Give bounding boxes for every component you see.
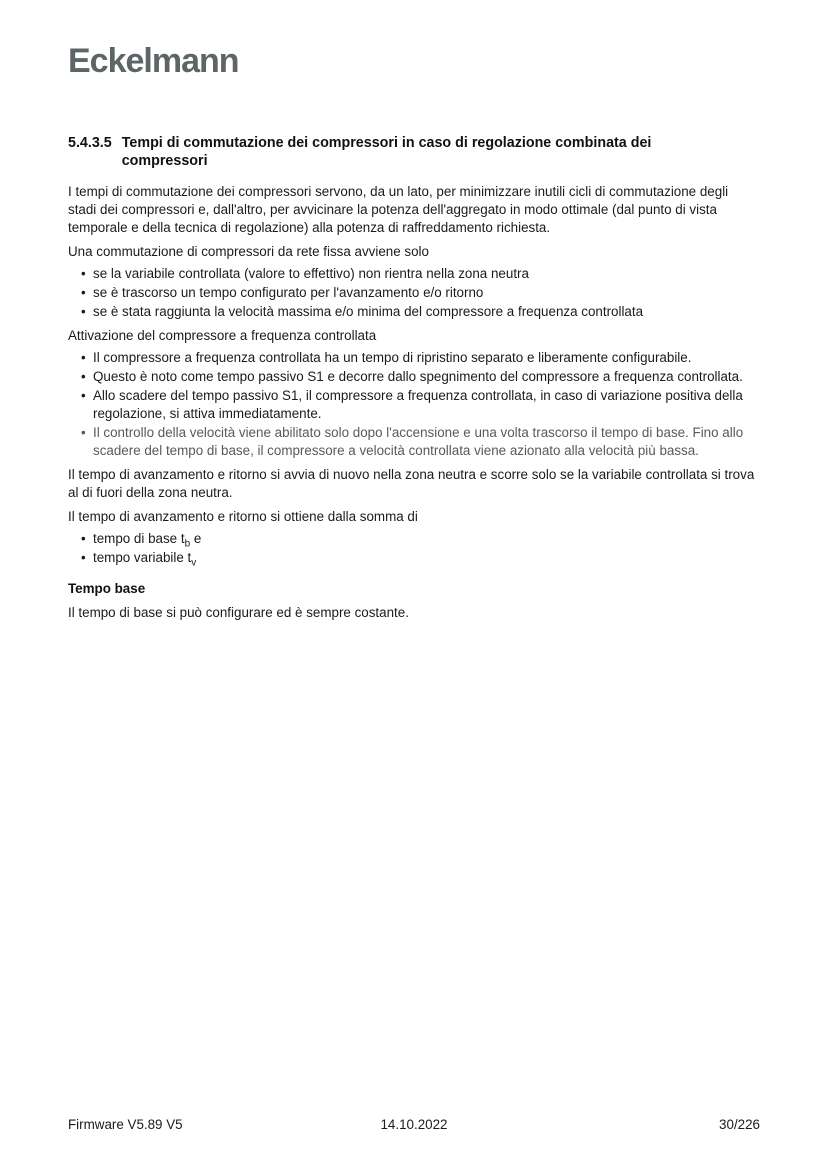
sum-component-subscript: v [191,557,197,569]
footer-firmware-version: Firmware V5.89 V5 [68,1117,183,1132]
sum-component-suffix: e [190,531,202,546]
footer-date: 14.10.2022 [380,1117,448,1132]
list-item: • Allo scadere del tempo passivo S1, il compressore a frequenza controllata, in caso di variazione positiva della regolazione, si attiva immediatamente. [68,387,760,423]
paragraph-activation-intro: Attivazione del compressore a frequenza controllata [68,328,377,343]
sum-component-text: tempo di base t [93,531,185,546]
page-footer [68,1117,760,1132]
activation-points-list [68,349,760,460]
page-header [68,44,760,78]
list-item: • Questo è noto come tempo passivo S1 e decorre dallo spegnimento del compressore a frequenza controllata. [68,368,760,386]
paragraph-forward-return-restart: Il tempo di avanzamento e ritorno si avvia di nuovo nella zona neutra e scorre solo se la variabile controllata si trova al di fuori della zona neutra. [68,467,755,500]
base-time-heading: Tempo base [68,581,146,596]
page-content [68,135,760,622]
paragraph-switching-intro: Una commutazione di compressori da rete fissa avviene solo [68,244,429,259]
list-item: • Il controllo della velocità viene abilitato solo dopo l'accensione e una volta trascorso il tempo di base. Fino allo scadere del tempo di base, il compressore a velocità controllata viene azionato alla velocità più bassa. [68,424,760,460]
section-heading [68,135,760,170]
footer-page-number: 30/226 [719,1117,761,1132]
paragraph-intro: I tempi di commutazione dei compressori servono, da un lato, per minimizzare inutili cicli di commutazione degli stadi dei compressori e, dall'altro, per avvicinare la potenza dell'aggregato in modo ottimale (dal punto di vista temporale e della tecnica di regolazione) alla potenza di raffreddamento richiesta. [68,184,729,235]
list-item: • se la variabile controllata (valore to effettivo) non rientra nella zona neutra [68,265,760,283]
sum-components-list [68,530,760,567]
list-item: • Il compressore a frequenza controllata ha un tempo di ripristino separato e liberamente configurabile. [68,349,760,367]
switching-conditions-list [68,265,760,321]
sum-component-subscript: b [184,538,191,550]
paragraph-base-time: Il tempo di base si può configurare ed è sempre costante. [68,605,409,620]
section-number: 5.4.3.5 [68,135,112,151]
sum-component-text: tempo variabile t [93,550,192,565]
list-item: • se è stata raggiunta la velocità massima e/o minima del compressore a frequenza controllata [68,303,760,321]
paragraph-sum-intro: Il tempo di avanzamento e ritorno si ottiene dalla somma di [68,509,418,524]
company-logo: Eckelmann [68,42,239,80]
section-title: Tempi di commutazione dei compressori in caso di regolazione combinata dei compressori [121,135,652,169]
list-item: • se è trascorso un tempo configurato per l'avanzamento e/o ritorno [68,284,760,302]
list-item [68,549,760,567]
list-item [68,530,760,548]
